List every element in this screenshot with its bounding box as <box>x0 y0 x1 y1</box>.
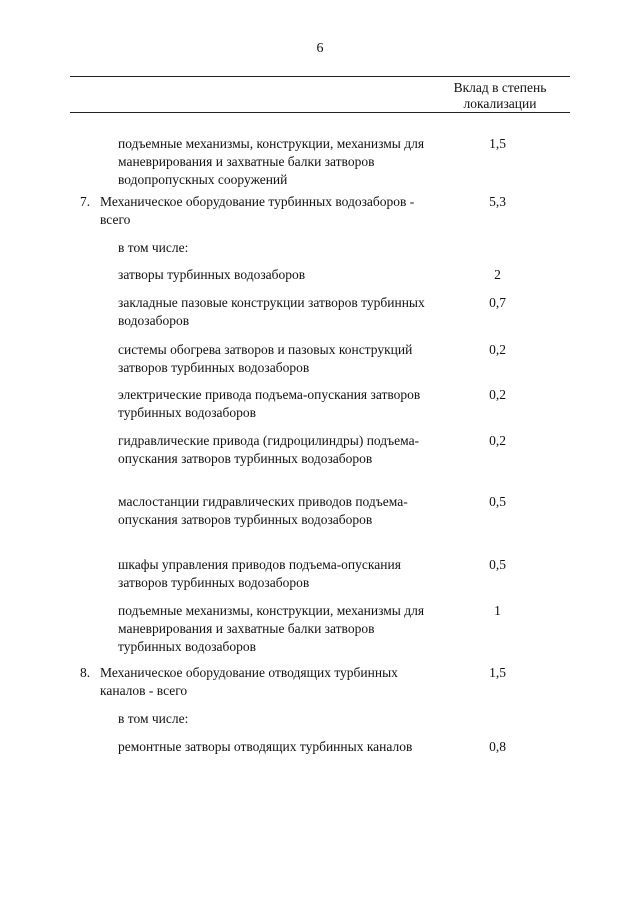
row-description: затворы турбинных водозаборов <box>118 267 306 282</box>
row-number: 8. <box>80 665 91 680</box>
page-number: 6 <box>316 41 324 56</box>
row-description: подъемные механизмы, конструкции, механизмы для маневрирования и захватные балки затворов турбинных водозаборов <box>118 603 425 654</box>
row-description: шкафы управления приводов подъема-опускания затворов турбинных водозаборов <box>118 557 401 590</box>
row-description: Механическое оборудование турбинных водозаборов - всего <box>100 194 415 227</box>
row-description: ремонтные затворы отводящих турбинных каналов <box>118 739 413 754</box>
row-value: 0,5 <box>489 557 506 572</box>
row-number: 7. <box>80 194 91 209</box>
row-description: Механическое оборудование отводящих турбинных каналов - всего <box>100 665 398 698</box>
row-value: 1,5 <box>489 665 506 680</box>
row-value: 1,5 <box>489 136 506 151</box>
row-description: системы обогрева затворов и пазовых конструкций затворов турбинных водозаборов <box>118 342 413 375</box>
contribution-column-header: Вклад в степень локализации <box>453 80 547 111</box>
table-header <box>70 76 570 113</box>
row-value: 5,3 <box>489 194 506 209</box>
row-description: маслостанции гидравлических приводов подъема-опускания затворов турбинных водозаборов <box>118 494 408 527</box>
row-value: 1 <box>494 603 501 618</box>
row-value: 0,2 <box>489 342 506 357</box>
row-value: 0,5 <box>489 494 506 509</box>
row-value: 0,8 <box>489 739 506 754</box>
row-value: 0,2 <box>489 387 506 402</box>
row-value: 2 <box>494 267 501 282</box>
row-description: гидравлические привода (гидроцилиндры) подъема-опускания затворов турбинных водозаборов <box>118 433 420 466</box>
localization-table <box>70 76 570 754</box>
row-value: 0,7 <box>489 295 506 310</box>
row-description: в том числе: <box>118 711 189 726</box>
row-description: в том числе: <box>118 240 189 255</box>
row-value: 0,2 <box>489 433 506 448</box>
row-description: подъемные механизмы, конструкции, механизмы для маневрирования и захватные балки затворов водопропускных сооружений <box>118 136 425 187</box>
row-description: закладные пазовые конструкции затворов турбинных водозаборов <box>118 295 425 328</box>
row-description: электрические привода подъема-опускания затворов турбинных водозаборов <box>118 387 421 420</box>
